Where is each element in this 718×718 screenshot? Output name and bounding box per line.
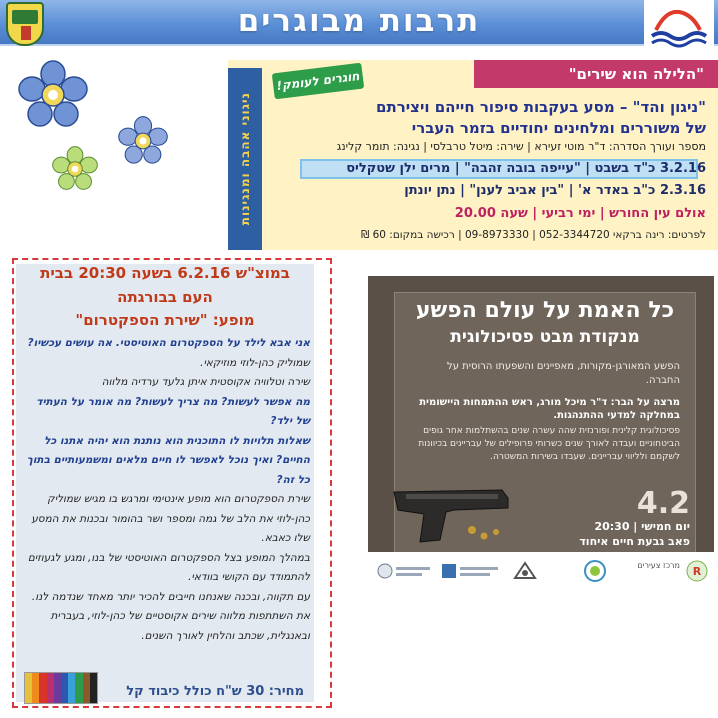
svg-text:R: R [692, 565, 702, 578]
sponsor-logo-text: מרכז צעירים [637, 561, 680, 570]
page-header [0, 0, 718, 46]
show-heading-2: העם בבורגתה [117, 288, 213, 306]
event-date-1: 3.2.16 כ"ד בשבט | "עייפה בובה זהבה" | מרים ילן שטקליס [346, 161, 706, 176]
show-heading: במוצ"ש 6.2.16 בשעה 20:30 בבית [40, 264, 290, 282]
poster-place: פאב גבעת חיים איחוד [579, 535, 690, 548]
show-description [22, 334, 310, 684]
event-credits: מספר ועורך הסדרה: ד"ר מוטי זעירא | שירה: מיטל טרבלסי | נגינה: תומר קלינג [336, 140, 706, 153]
poster-date: 4.2 [636, 486, 690, 521]
event-date-2: 2.3.16 כ"ב באדר א' | "בין אביב לענן" | נתן יונתן [404, 183, 706, 198]
page-title: תרבות מבוגרים [237, 3, 481, 39]
side-label: ניגוני אהבה ומנגינות [238, 92, 252, 226]
paragraph: שמוליק כהן-לוזי מוזיקאי. [200, 356, 310, 369]
paragraph: שאלות תלויות לו התוכנית הוא נותנת הוא יהיה אתנו כל החיים? ואיך נוכל לאפשר לו חיים מלאים ומשמעותיים בתוך כל זה? [26, 434, 310, 486]
poster-time: יום חמישי | 20:30 [594, 520, 690, 533]
paragraph: עם תקווה, ובכנה שאנחנו חייבים להכיר יותר מאחד שנדמה לנו. [31, 590, 310, 603]
poster-lecturer: מרצה על הבר: ד"ר מיכל מורג, ראש ההתמחות היישומית במחלקה למדעי ההתנהגות. [419, 397, 680, 421]
paragraph: שירה וטלוויה אקוסטית איתן גלעד ערדיה מלווה [101, 376, 310, 388]
paragraph: את השתתפות מלווה שירים אקוסטיים של כהן-לוזי, בעברית ובאנגלית, שכתב והלחין לאורך השנים. [50, 610, 310, 642]
pencils-icon [24, 672, 98, 704]
event-tag: חוגרים לעומק! [272, 63, 364, 100]
event-banner: "הלילה הוא שירים" [474, 60, 718, 88]
gun-icon [384, 478, 524, 548]
price-label: מחיר: 30 ש"ח כולל כיבוד קל [126, 684, 304, 699]
poster-subtitle: מנקודת מבט פסיכולוגית [450, 327, 640, 347]
sponsor-logo-icon [440, 560, 500, 582]
sponsor-logo-icon [686, 560, 708, 582]
event-description-2: של משוררים ומלחינים יחודיים בזמר העברי [411, 119, 706, 137]
event-contact: לפרטים: רינה ברקאי 052-3344720 | 09-8973330 | רכישה במקום: 60 ₪ [360, 229, 706, 241]
poster-description: פסיכולוגית קלינית ופורנזית שהה עשרה שנים בהשתלמות אחר גופים הביטחוניים ועבדה לאורך שנים כשרותי פרופילים של עבריינים בכיוונות לשקמם ולליווי עבריינים. שעבדו בשירות המשטרה. [418, 426, 680, 462]
sponsor-logo-icon [512, 560, 538, 582]
poster-topic: הפשע המאורגן-מקורות, מאפיינים והשפעתו הרוסית על החברה. [447, 361, 680, 386]
paragraph: מה אפשר לעשות? מה צריך לעשות? מה אומר על העתיד של ילד? [36, 395, 310, 427]
paragraph: אני אבא לילד על הספקטרום האוטיסטי. אה עושים עכשיו? [27, 337, 310, 349]
sponsor-logo-icon [582, 560, 608, 582]
event-description: "ניגון והד" – מסע בעקבות סיפור חייהם ויצירתם [376, 98, 706, 116]
event-venue: אולם עין החורש | ימי רביעי | שעה 20.00 [454, 206, 706, 221]
flower-icon [118, 116, 168, 166]
paragraph: במהלך המופע בצל הספקטרום האוטיסטי של בנו, ומגע לגעוזים להתמודד עם הקושי בוודאי. [27, 551, 310, 583]
wave-logo-icon [644, 0, 714, 50]
show-title: מופע: "שירת הספקטרום" [75, 311, 255, 329]
paragraph: שירת הספקטרום הוא מופע אינטימי ומרגש בו מגיש שמוליק כהן-לוזי את הלב של גמה ומספר ושר בהומור ובכנות את המסע שלו כאבא. [31, 493, 310, 544]
flower-icon [18, 60, 88, 130]
sponsor-logo-icon [376, 560, 432, 582]
flower-icon [52, 146, 98, 192]
poster-title: כל האמת על עולם הפשע [415, 298, 675, 323]
